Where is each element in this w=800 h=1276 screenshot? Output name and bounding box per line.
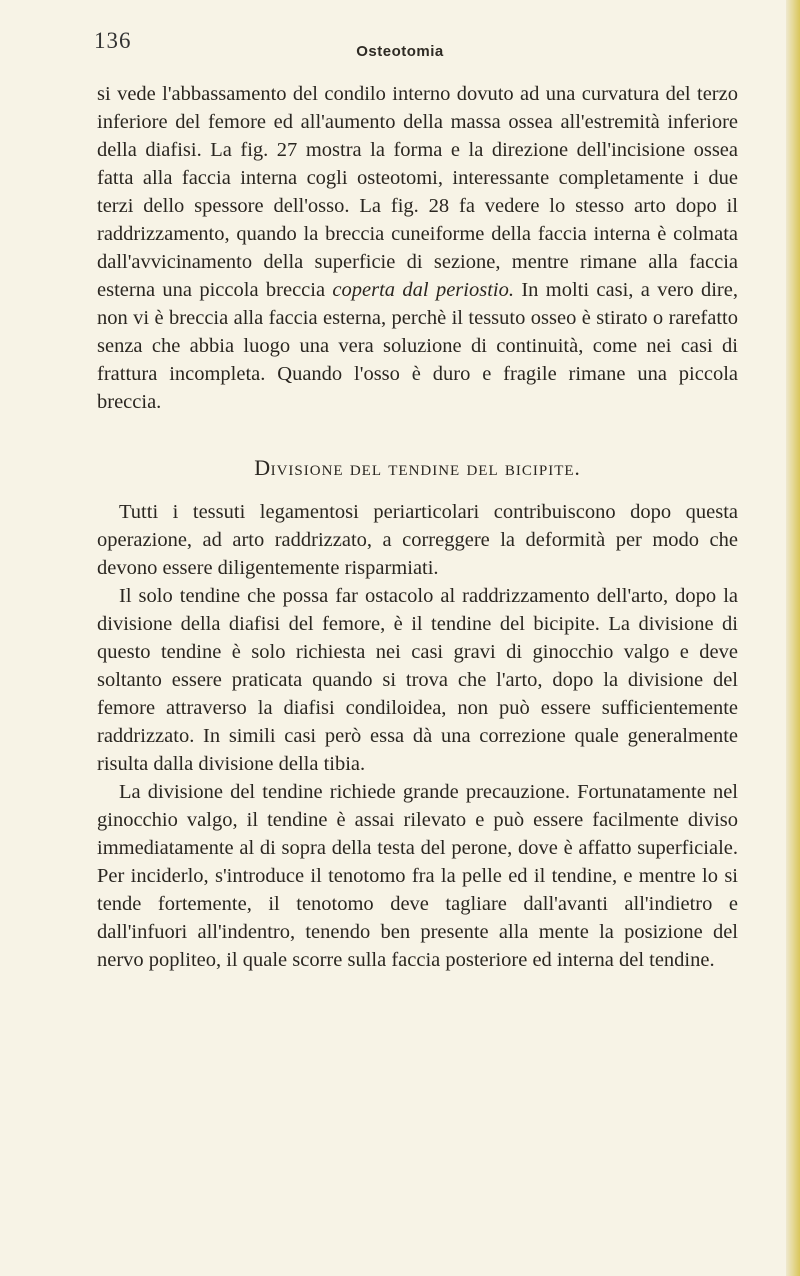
running-title: Osteotomia <box>356 43 444 60</box>
paragraph-1-italic-phrase: coperta dal periostio. <box>332 279 514 301</box>
paragraph-1-text-a: si vede l'abbassamento del condilo interno dovuto ad una curvatura del terzo inferiore del femore ed all'aumento della massa ossea all'estremità inferiore della diafisi. La fig. 27 mostra la forma e la direzione dell'incisione ossea fatta alla faccia interna cogli osteotomi, interessante completamente i due terzi dello spessore dell'osso. La fig. 28 fa vedere lo stesso arto dopo il raddrizzamento, quando la breccia cuneiforme della faccia interna è colmata dall'avvicinamento della superficie di sezione, mentre rimane alla faccia esterna una piccola breccia <box>97 83 738 301</box>
page-edge <box>786 0 800 1276</box>
section-heading-initial: D <box>254 455 271 480</box>
section-heading <box>97 454 738 482</box>
section-heading-rest: ivisione del tendine del bicipite. <box>270 456 581 480</box>
paragraph-1 <box>97 80 738 416</box>
paragraph-4: La divisione del tendine richiede grande precauzione. Fortunatamente nel ginocchio valgo, il tendine è assai rilevato e può essere facilmente diviso immediatamente al di sopra della testa del perone, dove è affatto superficiale. Per inciderlo, s'introduce il tenotomo fra la pelle ed il tendine, e mentre lo si tende fortemente, il tenotomo deve tagliare dall'avanti all'indietro e dall'infuori all'indentro, tenendo ben presente alla mente la posizione del nervo popliteo, il quale scorre sulla faccia posteriore ed interna del tendine. <box>97 781 738 971</box>
text-column <box>97 80 738 974</box>
paragraph-3: Il solo tendine che possa far ostacolo al raddrizzamento dell'arto, dopo la divisione della diafisi del femore, è il tendine del bicipite. La divisione di questo tendine è solo richiesta nei casi gravi di ginocchio valgo e deve soltanto essere praticata quando si trova che l'arto, dopo la divisione del femore attraverso la diafisi condiloidea, non può essere sufficientemente raddrizzato. In simili casi però essa dà una correzione quale generalmente risulta dalla divisione della tibia. <box>97 585 738 775</box>
paragraph-2: Tutti i tessuti legamentosi periarticolari contribuiscono dopo questa operazione, ad arto raddrizzato, a correggere la deformità per modo che devono essere diligentemente risparmiati. <box>97 501 738 579</box>
paragraph-1-text-b: In molti casi, a vero dire, non vi è breccia alla faccia esterna, perchè il tessuto osseo è stirato o rarefatto senza che abbia luogo una vera soluzione di continuità, come nei casi di frattura incompleta. Quando l'osso è duro e fragile rimane una piccola breccia. <box>97 279 738 413</box>
page-number: 136 <box>94 28 132 53</box>
